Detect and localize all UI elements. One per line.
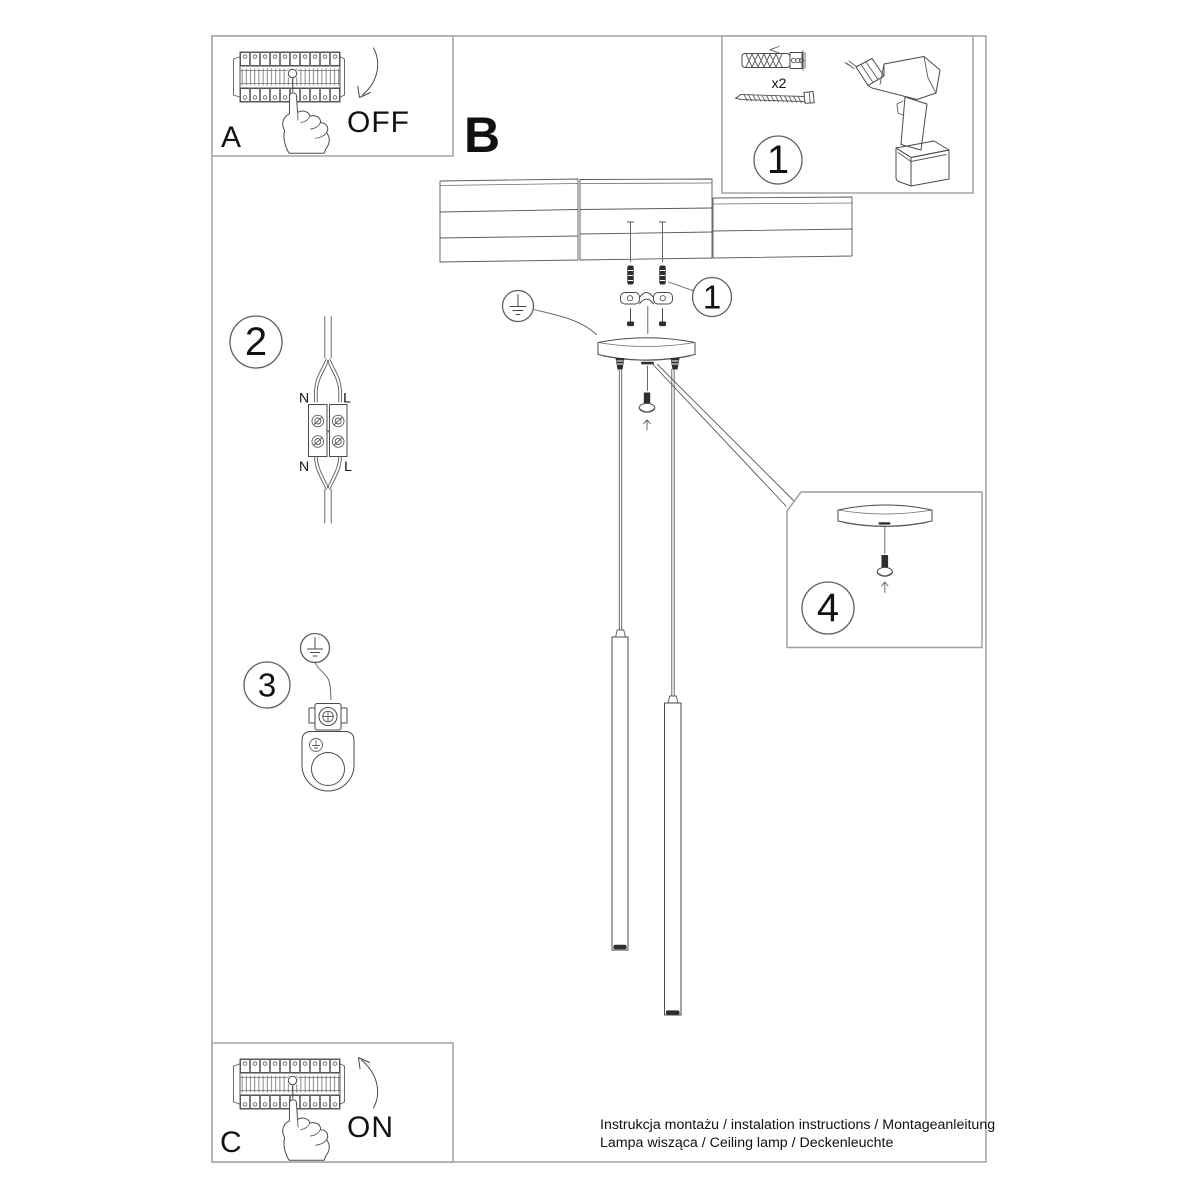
neutral-top-label: N [298, 389, 310, 406]
section-b-label: B [464, 107, 501, 163]
step-a-action-label: OFF [347, 106, 410, 139]
ground-symbol-icon-2 [301, 634, 330, 663]
step-a-box [212, 36, 453, 156]
step-1-tools-box [722, 36, 973, 193]
step-c-label: C [220, 1126, 242, 1159]
step-4-number: 4 [816, 586, 840, 630]
step-1-number: 1 [766, 138, 790, 182]
live-top-label: L [343, 389, 351, 406]
footer-line-2: Lampa wisząca / Ceiling lamp / Deckenleuchte [600, 1135, 894, 1151]
footer-line-1: Instrukcja montażu / instalation instructions / Montageanleitung [600, 1117, 996, 1133]
step-2-number: 2 [244, 320, 268, 364]
neutral-bottom-label: N [298, 458, 310, 474]
step-4-box [787, 492, 982, 648]
live-bottom-label: L [344, 458, 352, 474]
step-a-label: A [221, 121, 242, 154]
step-3-number: 3 [257, 666, 277, 704]
step-1-callout-number: 1 [702, 278, 722, 316]
step-c-box [212, 1043, 453, 1162]
anchor-qty-label: x2 [771, 75, 787, 91]
step-c-action-label: ON [347, 1111, 394, 1144]
